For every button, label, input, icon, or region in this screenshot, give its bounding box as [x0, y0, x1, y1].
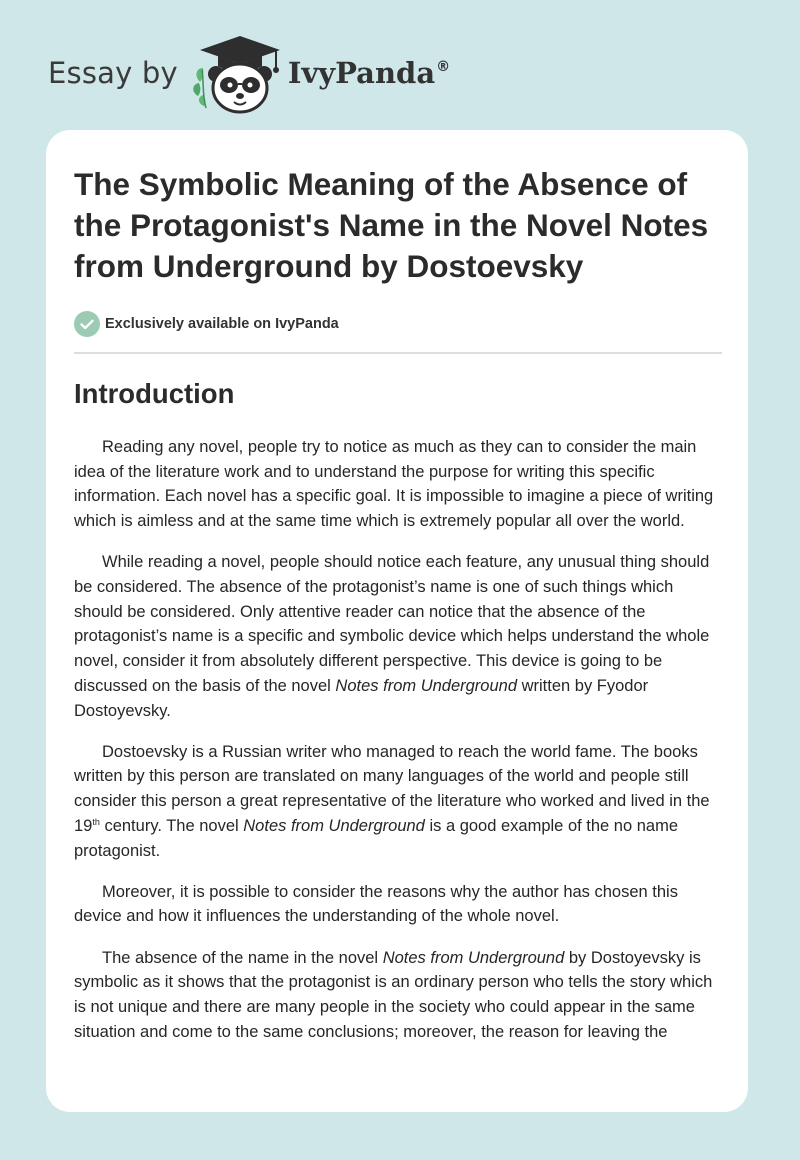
brand-name — [288, 56, 450, 90]
paragraph-2 — [74, 550, 722, 723]
section-heading-introduction: Introduction — [74, 378, 235, 409]
paragraph-2-text-a: While reading a novel, people should notice each feature, any unusual thing should be considered. The absence of the protagonist’s name is one of such things which should be considered. Only attentive reader can notice that the absence of the protagonist’s name is a specific and symbolic device which helps understand the whole novel, consider it from absolutely different perspective. This device is going to be discussed on the basis of the novel — [74, 553, 710, 695]
book-title-italic: Notes from Underground — [382, 948, 565, 967]
book-title-italic: Notes from Underground — [335, 676, 518, 695]
exclusive-badge — [74, 311, 722, 337]
book-title-italic: Notes from Underground — [243, 816, 425, 835]
paragraph-2-text-b: written by Fyodor Dostoyevsky. — [74, 676, 649, 720]
paragraph-5-text-a: The absence of the name in the novel — [102, 948, 383, 967]
brand-text: IvyPanda — [287, 56, 436, 90]
exclusive-badge-text: Exclusively available on IvyPanda — [105, 316, 339, 332]
site-header — [48, 28, 450, 118]
paragraph-3-text-a: Dostoevsky is a Russian writer who managed to reach the world fame. The books written by this person are translated on many languages of the world and people still consider this person a great representative of the literature who worked and lived in the 19 — [74, 742, 710, 835]
paragraph-1: Reading any novel, people try to notice as much as they can to consider the main idea of the literature work and to understand the purpose for writing this specific information. Each novel has a specific goal. It is impossible to imagine a piece of writing which is aimless and at the same time which is extremely popular all over the world. — [74, 438, 714, 531]
paragraph-3-text-c: is a good example of the no name protagonist. — [74, 816, 679, 860]
title-divider — [74, 352, 722, 354]
check-circle-icon — [74, 311, 100, 337]
panda-graduate-icon — [192, 30, 288, 116]
registered-mark: ® — [436, 59, 451, 75]
paragraph-5 — [74, 946, 722, 1045]
paragraph-3-text-b: century. The novel — [99, 816, 244, 835]
essay-title: The Symbolic Meaning of the Absence of the Protagonist's Name in the Novel Notes from Underground by Dostoevsky — [74, 166, 709, 284]
paragraph-5-text-b: by Dostoyevsky is symbolic as it shows that the protagonist is an ordinary person who tells the story which is not unique and there are many people in the society who could appear in the same situation and come to the same conclusions; moreover, the reason for leaving the — [74, 948, 713, 1041]
ordinal-superscript: th — [92, 816, 100, 827]
essay-body — [74, 435, 722, 1044]
essay-by-label: Essay by — [48, 56, 178, 90]
paragraph-4: Moreover, it is possible to consider the reasons why the author has chosen this device and how it influences the understanding of the whole novel. — [74, 882, 678, 926]
check-icon — [80, 319, 94, 330]
essay-card — [46, 130, 748, 1112]
paragraph-3 — [74, 740, 722, 864]
